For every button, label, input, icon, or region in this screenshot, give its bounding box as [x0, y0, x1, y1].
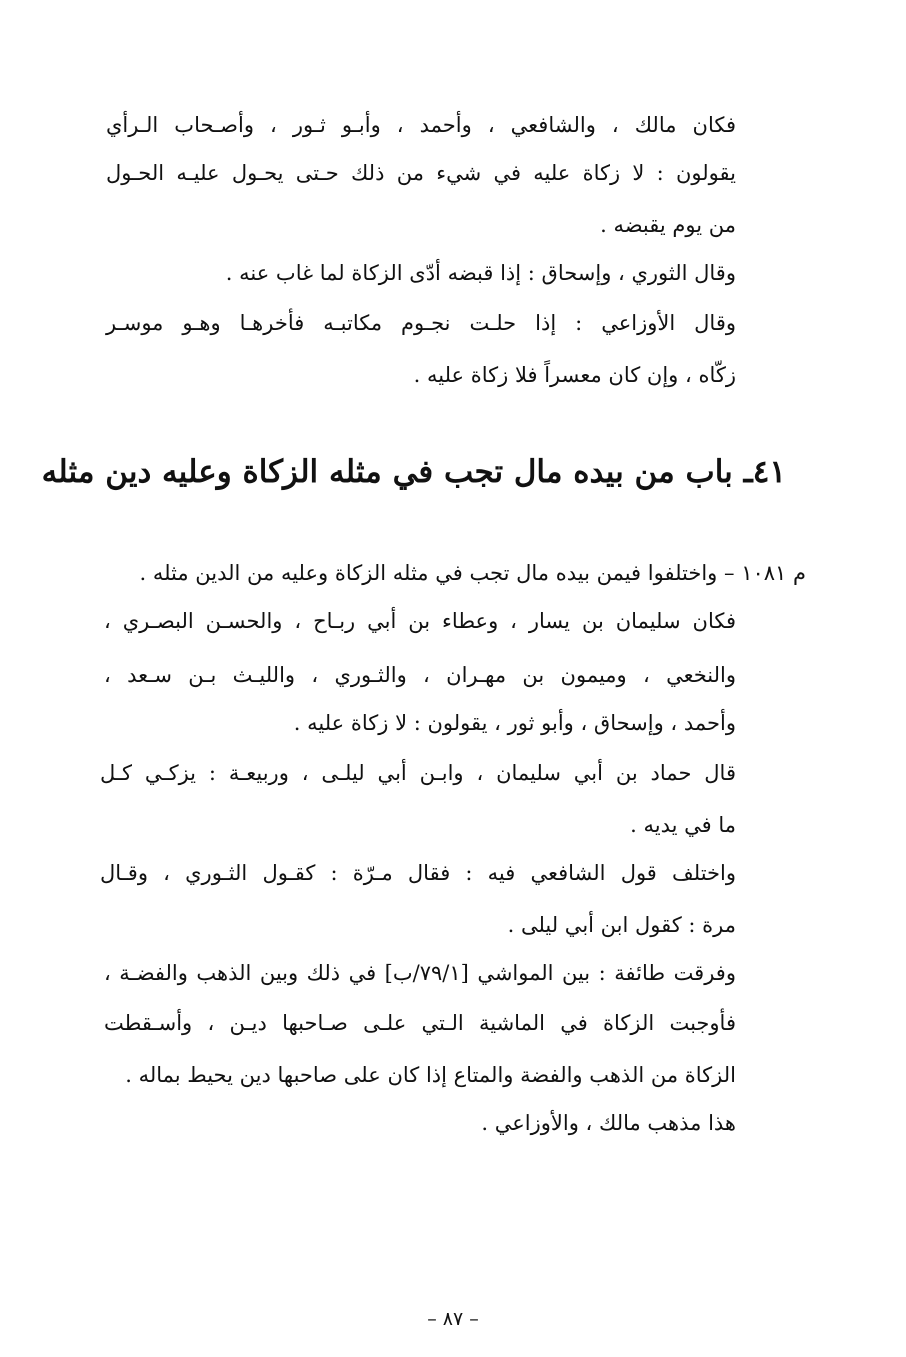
- text-line: وقال الأوزاعي : إذا حلـت نجـوم مكاتبـه فأخرهـا وهـو موسـر: [106, 311, 736, 335]
- text-line: مرة : كقول ابن أبي ليلى .: [507, 913, 736, 937]
- text-line: زكّاه ، وإن كان معسراً فلا زكاة عليه .: [413, 363, 736, 387]
- text-line: فكان مالك ، والشافعي ، وأحمد ، وأبـو ثـور ، وأصـحاب الـرأي: [106, 113, 736, 137]
- text-line: ما في يديه .: [630, 813, 736, 837]
- text-line: وقال الثوري ، وإسحاق : إذا قبضه أدّى الزكاة لما غاب عنه .: [225, 261, 736, 285]
- text-line: والنخعي ، وميمون بن مهـران ، والثـوري ، والليـث بـن سـعد ،: [104, 663, 736, 687]
- text-line: يقولون : لا زكاة عليه في شيء من ذلك حـتى يحـول عليـه الحـول: [106, 161, 736, 185]
- section-heading: ٤١ـ باب من بيده مال تجب في مثله الزكاة وعليه دين مثله: [41, 454, 786, 490]
- page-number: – ٨٧ –: [427, 1308, 479, 1330]
- text-line: وأحمد ، وإسحاق ، وأبو ثور ، يقولون : لا زكاة عليه .: [293, 711, 736, 735]
- text-line: فكان سليمان بن يسار ، وعطاء بن أبي ربـاح ، والحسـن البصـري ،: [104, 609, 736, 633]
- text-line: الزكاة من الذهب والفضة والمتاع إذا كان على صاحبها دين يحيط بماله .: [125, 1063, 736, 1087]
- text-line: واختلف قول الشافعي فيه : فقال مـرّة : كقـول الثـوري ، وقـال: [100, 861, 736, 885]
- text-line: فأوجبت الزكاة في الماشية الـتي علـى صـاحبها ديـن ، وأسـقطت: [104, 1011, 736, 1035]
- text-line: قال حماد بن أبي سليمان ، وابـن أبي ليلـى ، وربيعـة : يزكـي كـل: [100, 761, 736, 785]
- text-line: من يوم يقبضه .: [600, 213, 736, 237]
- text-line: م ١٠٨١ – واختلفوا فيمن بيده مال تجب في مثله الزكاة وعليه من الدين مثله .: [139, 561, 806, 585]
- text-line: هذا مذهب مالك ، والأوزاعي .: [481, 1111, 736, 1135]
- text-line: وفرقت طائفة : بين المواشي [٧٩/١/ب] في ذلك وبين الذهب والفضـة ،: [104, 961, 736, 985]
